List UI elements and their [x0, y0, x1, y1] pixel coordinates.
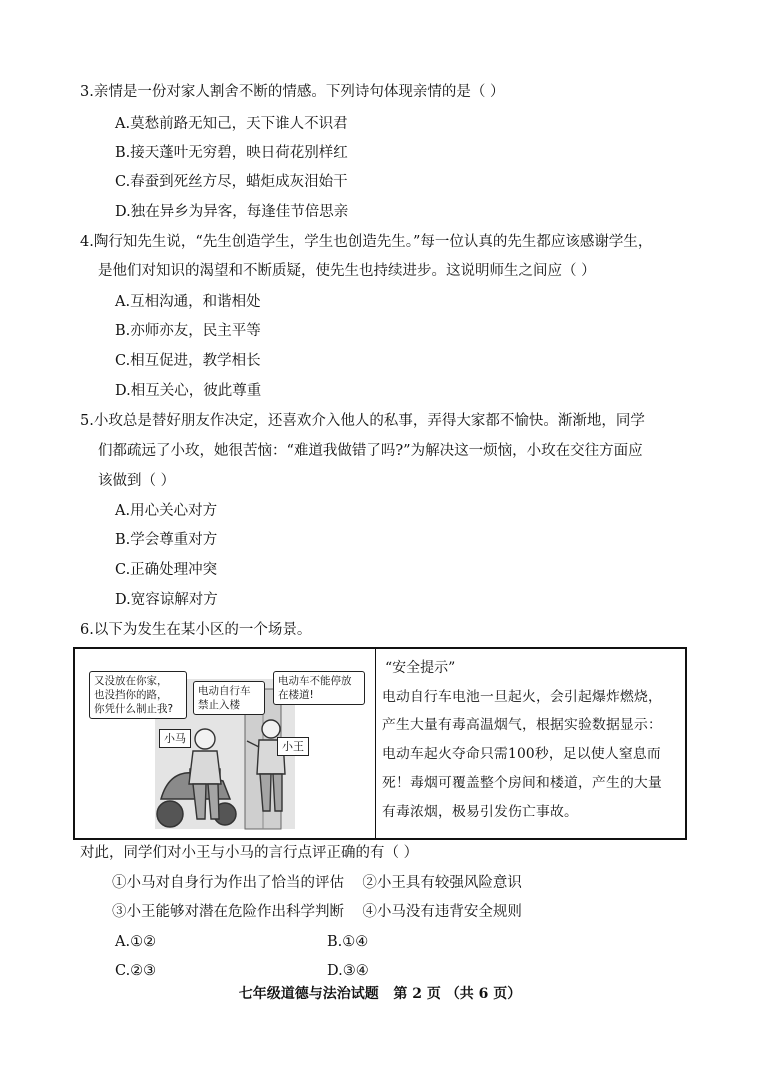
q4-option-c: C.相互促进，教学相长	[115, 353, 261, 369]
sign-no-ebike-indoors	[193, 681, 265, 715]
safety-tip-line5: 有毒浓烟，极易引发伤亡事故。	[382, 804, 578, 820]
page-footer: 七年级道德与法治试题 第 2 页 （共 6 页）	[238, 986, 522, 1002]
name-label-xiaoma: 小马	[159, 729, 191, 748]
safety-tip-line1: 电动自行车电池一旦起火，会引起爆炸燃烧，	[382, 689, 662, 705]
speech-bubble-xiaoma	[89, 671, 187, 719]
q6-option-b: B.①④	[327, 934, 369, 950]
q5-option-d: D.宽容谅解对方	[115, 592, 218, 608]
q4-option-d: D.相互关心，彼此尊重	[115, 383, 262, 399]
scene-box	[73, 647, 687, 840]
q3-option-d: D.独在异乡为异客，每逢佳节倍思亲	[115, 204, 349, 220]
q4-option-b: B.亦师亦友，民主平等	[115, 323, 261, 339]
q6-stem: 6.以下为发生在某小区的一个场景。	[80, 622, 312, 638]
q5-stem-line1: 5.小玫总是替好朋友作决定，还喜欢介入他人的私事，弄得大家都不愉快。渐渐地，同学	[80, 413, 645, 429]
q6-statements-line1: ①小马对自身行为作出了恰当的评估 ②小王具有较强风险意识	[112, 875, 522, 891]
scene-divider	[375, 649, 376, 838]
bubble-xiaowang-line1: 电动车不能停放	[278, 675, 352, 687]
q5-option-a: A.用心关心对方	[115, 503, 218, 519]
q6-ask: 对此，同学们对小王与小马的言行点评正确的有（ ）	[80, 845, 419, 861]
bubble-xiaoma-line2: 也没挡你的路，	[94, 689, 168, 701]
q4-stem-line1: 4.陶行知先生说，“先生创造学生，学生也创造先生。”每一位认真的先生都应该感谢学生，	[80, 234, 653, 250]
q5-stem-line2: 们都疏远了小玫，她很苦恼：“难道我做错了吗?”为解决这一烦恼，小玫在交往方面应	[98, 443, 643, 459]
q5-stem-line3: 该做到（ ）	[98, 473, 176, 489]
q6-option-d: D.③④	[327, 963, 369, 979]
q3-option-b: B.接天蓬叶无穷碧，映日荷花别样红	[115, 145, 348, 161]
sign-line1: 电动自行车	[198, 685, 251, 697]
q5-option-c: C.正确处理冲突	[115, 562, 218, 578]
q5-option-b: B.学会尊重对方	[115, 532, 218, 548]
bubble-xiaowang-line2: 在楼道!	[278, 689, 314, 701]
q3-stem: 3.亲情是一份对家人割舍不断的情感。下列诗句体现亲情的是（ ）	[80, 84, 505, 100]
bubble-xiaoma-line1: 又没放在你家，	[94, 675, 168, 687]
q6-option-c: C.②③	[115, 963, 157, 979]
bubble-xiaoma-line3: 你凭什么制止我?	[94, 703, 174, 715]
safety-tip-title: “安全提示”	[385, 660, 456, 676]
q4-option-a: A.互相沟通，和谐相处	[115, 294, 261, 310]
q6-statements-line2: ③小王能够对潜在危险作出科学判断 ④小马没有违背安全规则	[112, 904, 522, 920]
q6-option-a: A.①②	[115, 934, 157, 950]
safety-tip-line4: 死！毒烟可覆盖整个房间和楼道，产生的大量	[382, 775, 662, 791]
q3-option-a: A.莫愁前路无知己，天下谁人不识君	[115, 116, 348, 132]
q4-stem-line2: 是他们对知识的渴望和不断质疑，使先生也持续进步。这说明师生之间应（ ）	[98, 263, 596, 279]
safety-tip-line3: 电动车起火夺命只需100秒，足以使人窒息而	[382, 746, 661, 762]
speech-bubble-xiaowang	[273, 671, 365, 705]
name-label-xiaowang: 小王	[277, 737, 309, 756]
safety-tip-line2: 产生大量有毒高温烟气，根据实验数据显示：	[382, 717, 662, 733]
scene-illustration	[75, 649, 375, 838]
sign-line2: 禁止入楼	[198, 699, 240, 711]
q3-option-c: C.春蚕到死丝方尽，蜡炬成灰泪始干	[115, 174, 348, 190]
